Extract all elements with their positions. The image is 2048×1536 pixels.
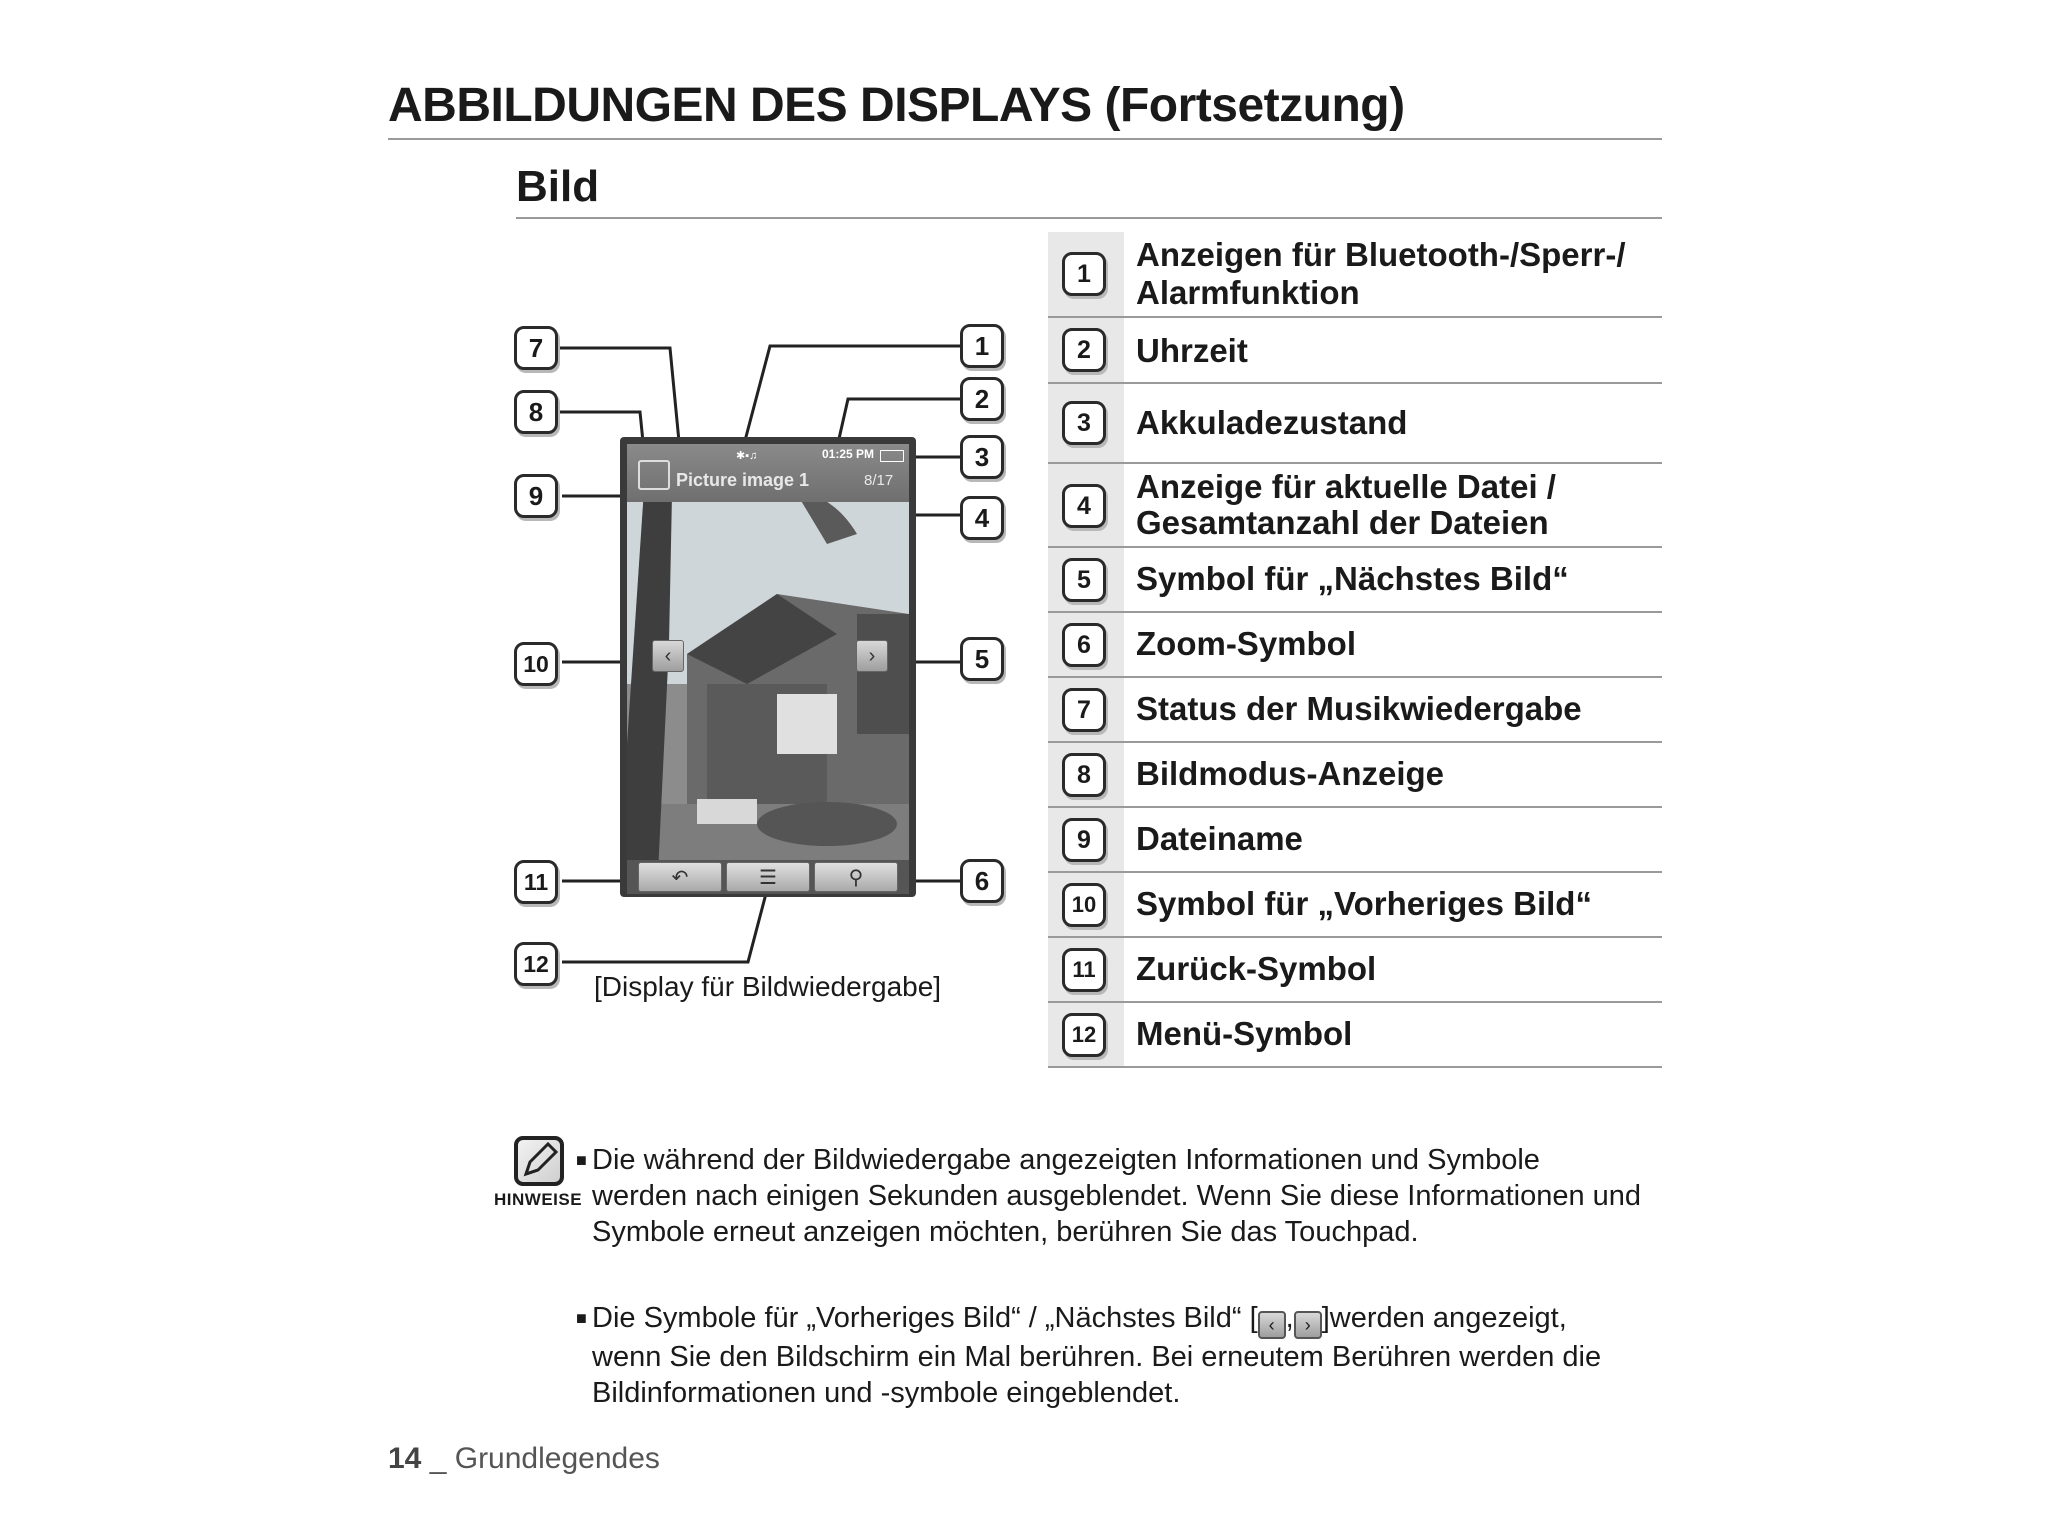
callout-1: 1 (960, 324, 1004, 368)
magnifier-icon: ⚲ (848, 866, 864, 889)
menu-icon: ☰ (759, 866, 777, 889)
chevron-right-icon: › (868, 644, 876, 667)
next-image-button[interactable] (856, 640, 888, 672)
legend-row: 6 Zoom-Symbol (1048, 613, 1662, 678)
callout-10: 10 (514, 642, 558, 686)
legend-row: 8 Bildmodus-Anzeige (1048, 743, 1662, 808)
page-number: 14 (388, 1442, 422, 1475)
section-name: Grundlegendes (454, 1442, 660, 1475)
clock: 01:25 PM (822, 447, 875, 461)
legend-row: 12 Menü-Symbol (1048, 1003, 1662, 1068)
callout-5: 5 (960, 637, 1004, 681)
callout-4: 4 (960, 496, 1004, 540)
previous-image-icon: ‹ (1258, 1311, 1286, 1339)
legend-row: 10 Symbol für „Vorheriges Bild“ (1048, 873, 1662, 938)
callout-11: 11 (514, 860, 558, 904)
callout-7: 7 (514, 326, 558, 370)
previous-image-button[interactable] (652, 640, 684, 672)
zoom-button[interactable] (814, 862, 898, 892)
callout-2: 2 (960, 377, 1004, 421)
chevron-left-icon: ‹ (664, 644, 672, 667)
figure-caption: [Display für Bildwiedergabe] (594, 971, 942, 1002)
back-button[interactable] (638, 862, 722, 892)
bluetooth-lock-alarm-icon: ✱▪♫ (736, 450, 758, 462)
callout-12: 12 (514, 942, 558, 986)
note-paragraph: ■ Die Symbole für „Vorheriges Bild“ / „Nächstes Bild“ [ ‹ , › ]werden angezeigt, wenn Sie den Bildschirm ein Mal berühren. Bei erneutem Berühren werden die Bildinformationen und -symbole eingeblendet. (576, 1302, 1602, 1409)
page-footer: 14 _ Grundlegendes (388, 1442, 660, 1475)
note-label: HINWEISE (494, 1190, 583, 1209)
next-image-icon: › (1294, 1311, 1322, 1339)
back-arrow-icon: ↶ (671, 866, 689, 889)
legend-row: 3 Akkuladezustand (1048, 384, 1662, 464)
file-count: 8/17 (864, 472, 894, 489)
callout-6: 6 (960, 859, 1004, 903)
battery-icon (880, 450, 904, 462)
note-pencil-icon (514, 1136, 564, 1186)
menu-button[interactable] (726, 862, 810, 892)
page-title: ABBILDUNGEN DES DISPLAYS (Fortsetzung) (388, 79, 1405, 132)
legend-row: 5 Symbol für „Nächstes Bild“ (1048, 548, 1662, 613)
file-name: Picture image 1 (676, 470, 810, 490)
legend-row: 1 Anzeigen für Bluetooth-/Sperr-/ Alarmfunktion (1048, 232, 1662, 318)
section-title: Bild (516, 162, 600, 211)
legend-row: 9 Dateiname (1048, 808, 1662, 873)
callout-8: 8 (514, 390, 558, 434)
callout-3: 3 (960, 435, 1004, 479)
legend-row: 4 Anzeige für aktuelle Datei / Gesamtanzahl der Dateien (1048, 464, 1662, 548)
legend-row: 7 Status der Musikwiedergabe (1048, 678, 1662, 743)
callout-9: 9 (514, 474, 558, 518)
picture-mode-icon (638, 460, 670, 490)
note-paragraph: ■ Die während der Bildwiedergabe angezeigten Informationen und Symbole werden nach einigen Sekunden ausgeblendet. Wenn Sie diese Informationen und Symbole erneut anzeigen möchten, berühren Sie das Touchpad. (576, 1144, 1642, 1248)
legend-row: 2 Uhrzeit (1048, 318, 1662, 384)
legend-row: 11 Zurück-Symbol (1048, 938, 1662, 1003)
